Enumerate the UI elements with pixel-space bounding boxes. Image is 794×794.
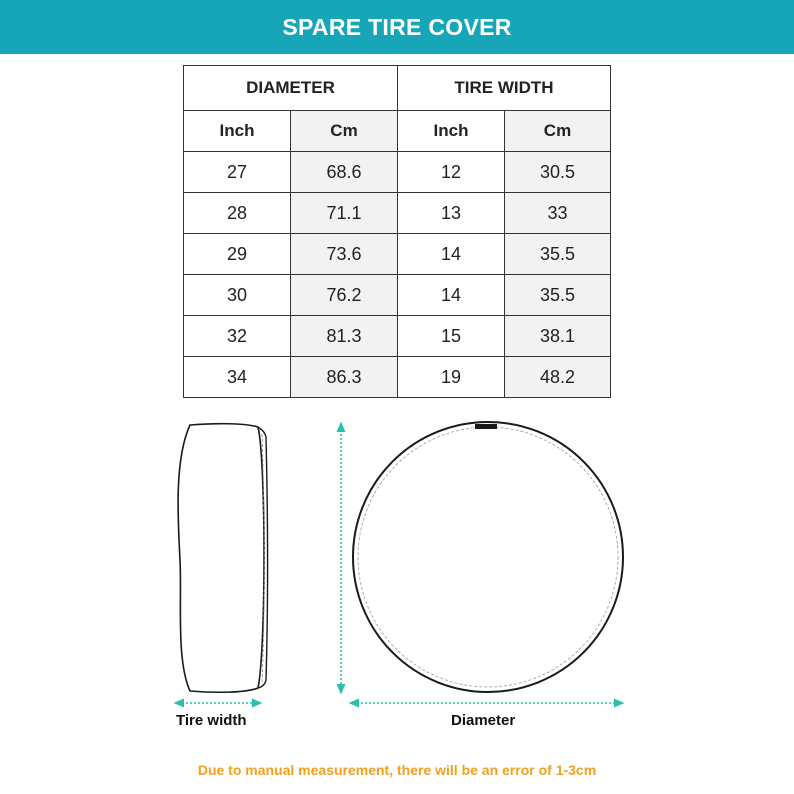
elastic-tag-icon xyxy=(475,424,497,429)
table-cell: 35.5 xyxy=(505,234,611,275)
table-cell: 15 xyxy=(398,316,505,357)
table-cell: 28 xyxy=(184,193,291,234)
unit-header: Inch xyxy=(398,111,505,152)
table-cell: 34 xyxy=(184,357,291,398)
tire-width-label: Tire width xyxy=(176,712,247,729)
unit-header: Cm xyxy=(505,111,611,152)
unit-header: Cm xyxy=(291,111,398,152)
table-cell: 76.2 xyxy=(291,275,398,316)
table-cell: 38.1 xyxy=(505,316,611,357)
diameter-label: Diameter xyxy=(451,712,516,729)
page-title: SPARE TIRE COVER xyxy=(282,13,512,40)
table-cell: 13 xyxy=(398,193,505,234)
table-cell: 27 xyxy=(184,152,291,193)
tire-front-view xyxy=(353,422,623,692)
diameter-group-header: DIAMETER xyxy=(184,66,398,111)
table-cell: 30.5 xyxy=(505,152,611,193)
unit-header: Inch xyxy=(184,111,291,152)
table-cell: 81.3 xyxy=(291,316,398,357)
tire-side-view xyxy=(178,424,267,693)
table-cell: 19 xyxy=(398,357,505,398)
table-cell: 35.5 xyxy=(505,275,611,316)
table-cell: 48.2 xyxy=(505,357,611,398)
table-cell: 29 xyxy=(184,234,291,275)
table-cell: 30 xyxy=(184,275,291,316)
table-cell: 68.6 xyxy=(291,152,398,193)
tire-width-group-header: TIRE WIDTH xyxy=(398,66,611,111)
table-cell: 32 xyxy=(184,316,291,357)
table-cell: 71.1 xyxy=(291,193,398,234)
table-cell: 14 xyxy=(398,234,505,275)
table-cell: 33 xyxy=(505,193,611,234)
table-cell: 86.3 xyxy=(291,357,398,398)
measurement-note: Due to manual measurement, there will be an error of 1-3cm xyxy=(197,762,597,778)
table-cell: 73.6 xyxy=(291,234,398,275)
table-cell: 12 xyxy=(398,152,505,193)
table-cell: 14 xyxy=(398,275,505,316)
